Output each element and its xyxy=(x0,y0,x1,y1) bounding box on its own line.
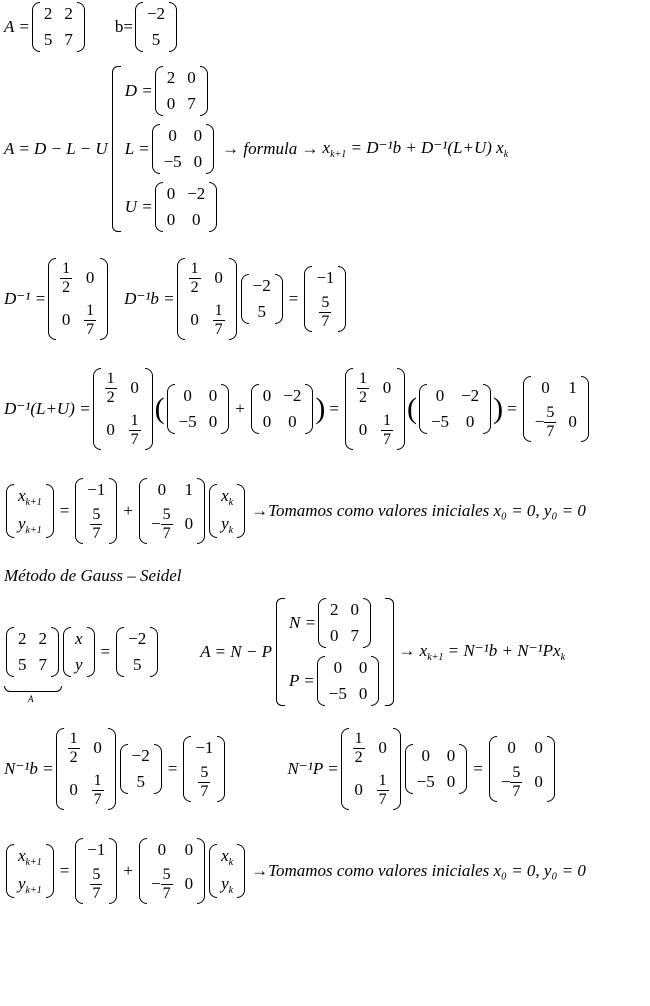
matrix-cell: 0 xyxy=(193,126,203,145)
matrix-cell: 1 xyxy=(568,378,577,398)
matrix-cell: 0 xyxy=(421,746,430,766)
matrix-iteration xyxy=(139,478,205,544)
matrix-D xyxy=(155,66,208,116)
matrix-cell: 0 xyxy=(446,772,456,792)
matrix-cell: 5 xyxy=(43,30,53,49)
jacobi-initial-values: →Tomamos como valores iniciales x₀ = 0, y₀ = 0 xyxy=(251,501,586,521)
gs-formula-rest: = N⁻¹b + N⁻¹Px xyxy=(447,641,561,660)
matrix-A xyxy=(32,2,85,52)
DinvLU-equals: D⁻¹(L+U) = xyxy=(4,399,91,419)
underbrace-label: A xyxy=(28,694,34,704)
line-DinvLU: D⁻¹(L+U) = $\frac{1}{2}$ 0 0 $\frac{1}{7}$ ( 0 0 −5 0 + 0 −2 0 0 ) = $\frac{1}{2}$ 0 0 $\frac{1}{7}$ ( 0 −2 −5 0 ) = 0 1 − $\frac{5}{7}$ 0 xyxy=(4,368,591,450)
jacobi-formula xyxy=(323,138,509,160)
matrix-cell: $\frac{1}{7}$ xyxy=(130,412,139,448)
matrix-cell: − $\frac{5}{7}$ xyxy=(534,404,555,440)
matrix-cell: 0 xyxy=(157,840,167,859)
left-brace xyxy=(112,66,121,232)
matrix-cell: −5 xyxy=(163,152,182,171)
matrix-cell: 0 xyxy=(333,658,343,677)
matrix-cell: 0 xyxy=(190,310,199,330)
matrix-cell: − $\frac{5}{7}$ xyxy=(151,506,171,542)
matrix-cell: − $\frac{5}{7}$ xyxy=(500,764,521,800)
N-equals: N = xyxy=(288,613,317,632)
matrix-cell: −2 xyxy=(461,386,480,406)
L-equals: L = xyxy=(124,139,150,158)
matrix-cell: −1 xyxy=(87,480,106,499)
line-gauss-iteration: $x_{k+1}$ $y_{k+1}$ = −1 $\frac{5}{7}$ + 0 0 − $\frac{5}{7}$ 0 $x_k$ $y_k$ →Tomamos como valores iniciales x₀ = 0, y₀ = 0 xyxy=(4,838,586,904)
matrix-cell: 0 xyxy=(378,738,387,758)
matrix-cell: 0 xyxy=(192,210,201,229)
matrix-cell: $\frac{1}{2}$ xyxy=(62,260,71,296)
vector-Ninvb xyxy=(183,736,225,802)
matrix-P xyxy=(317,656,380,706)
matrix-Ninv-2 xyxy=(341,728,401,810)
vector-b-gs xyxy=(116,627,158,677)
matrix-Dinv-3 xyxy=(93,368,153,450)
gauss-seidel-heading: Método de Gauss – Seidel xyxy=(4,566,182,585)
formula-rest: = D⁻¹b + D⁻¹(L+U) x xyxy=(350,138,504,157)
matrix-L xyxy=(152,124,215,174)
vector-c xyxy=(75,478,117,544)
matrix-cell: 5 xyxy=(151,30,161,49)
matrix-cell: 0 xyxy=(262,412,272,432)
gauss-split-text: A = N − P xyxy=(200,642,272,661)
matrix-cell: $\frac{5}{7}$ xyxy=(321,294,330,330)
Dinv-equals: D⁻¹ = xyxy=(4,289,47,309)
matrix-cell: 2 xyxy=(38,629,47,648)
matrix-cell: 0 xyxy=(214,268,223,288)
vector-c-gs xyxy=(75,838,117,904)
matrix-P-2 xyxy=(405,744,468,794)
vector-xy-next xyxy=(6,484,54,538)
line-jacobi-split xyxy=(4,66,508,232)
matrix-cell: $\frac{1}{2}$ xyxy=(106,370,115,406)
matrix-Dinv-4 xyxy=(345,368,405,450)
matrix-cell: 7 xyxy=(350,626,360,645)
matrix-cell: 0 xyxy=(358,658,368,677)
matrix-Dinv-2 xyxy=(177,258,237,340)
matrix-cell: $\frac{1}{2}$ xyxy=(190,260,199,296)
formula-x: x xyxy=(322,138,331,157)
matrix-cell: $y_k$ xyxy=(221,514,234,537)
matrix-cell: 0 xyxy=(166,184,176,203)
matrix-Ninv xyxy=(56,728,116,810)
line-Ninv: N⁻¹b = $\frac{1}{2}$ 0 0 $\frac{1}{7}$ −2 5 = −1 $\frac{5}{7}$ N⁻¹P = $\frac{1}{2}$ 0 0 $\frac{1}{7}$ 0 0 −5 0 = 0 0 − $\frac{5}{7}$ 0 xyxy=(4,728,557,810)
matrix-cell: $\frac{1}{2}$ xyxy=(358,370,367,406)
matrix-cell: 1 xyxy=(184,480,194,499)
formula-sub2: k xyxy=(503,149,509,160)
matrix-cell: − $\frac{5}{7}$ xyxy=(151,866,171,902)
matrix-cell: $x_{k+1}$ xyxy=(18,486,42,509)
A-equals: A = xyxy=(4,17,30,36)
gauss-initial-values: →Tomamos como valores iniciales x₀ = 0, y₀ = 0 xyxy=(251,861,586,881)
gauss-formula xyxy=(398,641,565,663)
matrix-cell: 0 xyxy=(168,126,177,145)
matrix-cell: $\frac{1}{7}$ xyxy=(93,772,102,808)
jacobi-system xyxy=(125,66,508,232)
matrix-cell: −2 xyxy=(146,4,165,23)
matrix-cell: 0 xyxy=(568,412,577,432)
matrix-cell: 2 xyxy=(166,68,176,87)
matrix-cell: $y_{k+1}$ xyxy=(18,874,42,897)
matrix-cell: −2 xyxy=(283,386,302,406)
matrix-cell: 5 xyxy=(18,655,27,674)
vector-xy-gs-2 xyxy=(209,844,245,898)
D-equals: D = xyxy=(124,81,153,100)
matrix-cell: 0 xyxy=(541,378,550,398)
b-equals: b= xyxy=(114,17,133,36)
matrix-cell: $\frac{1}{7}$ xyxy=(382,412,391,448)
matrix-L-2 xyxy=(167,384,230,434)
matrix-cell: 0 xyxy=(61,310,71,330)
line-matrix-definitions xyxy=(4,2,179,52)
vector-b-gs-2 xyxy=(120,744,162,794)
vector-b-2 xyxy=(241,274,283,324)
matrix-cell: $\frac{5}{7}$ xyxy=(92,506,101,542)
underbrace xyxy=(4,686,62,692)
matrix-A-gs xyxy=(6,627,59,677)
matrix-cell: x xyxy=(75,629,83,648)
matrix-cell: 0 xyxy=(534,772,543,792)
matrix-cell: 0 xyxy=(187,68,196,87)
matrix-cell: $\frac{5}{7}$ xyxy=(92,866,101,902)
matrix-cell: 2 xyxy=(18,629,27,648)
matrix-cell: 7 xyxy=(38,655,47,674)
vector-xy xyxy=(209,484,245,538)
matrix-cell: 0 xyxy=(288,412,297,432)
matrix-cell: −2 xyxy=(131,746,150,766)
matrix-cell: 0 xyxy=(330,626,339,645)
matrix-cell: 0 xyxy=(183,386,192,406)
formula-sub: k+1 xyxy=(330,149,347,160)
matrix-cell: 0 xyxy=(69,780,78,800)
matrix-cell: −5 xyxy=(178,412,197,432)
matrix-cell: 0 xyxy=(193,152,203,171)
line-D-inverse: D⁻¹ = $\frac{1}{2}$ 0 0 $\frac{1}{7}$ D⁻¹b = $\frac{1}{2}$ 0 0 $\frac{1}{7}$ −2 5 = −1 $\frac{5}{7}$ xyxy=(4,258,348,340)
gs-formula-x: → x xyxy=(398,641,428,660)
matrix-cell: 2 xyxy=(43,4,53,23)
matrix-NinvP xyxy=(489,736,555,802)
matrix-U-2 xyxy=(251,384,314,434)
matrix-cell: $x_k$ xyxy=(221,846,234,869)
matrix-cell: 7 xyxy=(64,30,73,49)
matrix-cell: $\frac{1}{7}$ xyxy=(86,302,95,338)
matrix-cell: −1 xyxy=(87,840,106,859)
matrix-cell: $\frac{5}{7}$ xyxy=(200,764,209,800)
matrix-cell: $\frac{1}{2}$ xyxy=(354,730,363,766)
matrix-cell: 0 xyxy=(358,420,368,440)
vector-b xyxy=(135,2,177,52)
matrix-LU xyxy=(419,384,491,434)
matrix-cell: $\frac{1}{7}$ xyxy=(378,772,387,808)
matrix-cell: −5 xyxy=(416,772,435,792)
matrix-cell: −2 xyxy=(252,276,271,296)
matrix-cell: 0 xyxy=(166,210,176,229)
jacobi-split-text: A = D − L − U xyxy=(4,139,108,158)
matrix-cell: $\frac{1}{7}$ xyxy=(214,302,223,338)
matrix-cell: 0 xyxy=(93,738,102,758)
matrix-cell: 0 xyxy=(350,600,360,619)
line-gauss-system: 2 2 5 7 x y = −2 5 A = N − P N = 2 0 0 7 P = 0 0 −5 0 → $x_{k+1} = N^{-1}b + N^{-1}Px_k$ xyxy=(4,598,565,706)
matrix-cell: 0 xyxy=(446,746,456,766)
matrix-cell: 0 xyxy=(534,738,543,758)
matrix-cell: 0 xyxy=(157,480,167,499)
matrix-cell: 5 xyxy=(257,302,266,322)
matrix-cell: −1 xyxy=(316,268,335,288)
matrix-cell: 0 xyxy=(382,378,392,398)
matrix-cell: 0 xyxy=(208,386,218,406)
matrix-cell: −2 xyxy=(187,184,206,203)
matrix-Dinv xyxy=(48,258,108,340)
matrix-U xyxy=(155,182,218,232)
NinvP-equals: N⁻¹P = xyxy=(287,759,339,779)
line-jacobi-iteration: $x_{k+1}$ $y_{k+1}$ = −1 $\frac{5}{7}$ + 0 1 − $\frac{5}{7}$ 0 $x_k$ $y_k$ →Tomamos como valores iniciales x₀ = 0, y₀ = 0 xyxy=(4,478,586,544)
matrix-cell: 2 xyxy=(64,4,73,23)
matrix-cell: −5 xyxy=(430,412,450,432)
matrix-cell: 0 xyxy=(507,738,516,758)
matrix-cell: $x_k$ xyxy=(221,486,234,509)
left-brace-gs xyxy=(276,598,285,706)
matrix-cell: $x_{k+1}$ xyxy=(18,846,42,869)
matrix-cell: 0 xyxy=(166,94,176,113)
matrix-cell: 0 xyxy=(465,412,475,432)
matrix-cell: −1 xyxy=(195,738,214,758)
matrix-cell: $y_k$ xyxy=(221,874,234,897)
matrix-cell: 0 xyxy=(184,840,194,859)
vector-xy-next-gs xyxy=(6,844,54,898)
U-equals: U = xyxy=(124,197,153,216)
matrix-iteration-gs xyxy=(139,838,205,904)
matrix-cell: 2 xyxy=(330,600,339,619)
matrix-cell: 0 xyxy=(184,514,194,534)
matrix-cell: 0 xyxy=(435,386,445,406)
matrix-cell: 7 xyxy=(187,94,196,113)
matrix-cell: 0 xyxy=(208,412,218,432)
matrix-cell: 0 xyxy=(85,268,95,288)
P-equals: P = xyxy=(288,671,315,690)
matrix-cell: 5 xyxy=(136,772,145,792)
right-brace-gs xyxy=(385,598,394,706)
Ninvb-equals: N⁻¹b = xyxy=(4,759,54,779)
matrix-cell: 0 xyxy=(354,780,363,800)
matrix-cell: −2 xyxy=(128,629,147,648)
matrix-cell: 0 xyxy=(130,378,139,398)
matrix-cell: 0 xyxy=(184,874,194,894)
vector-Dinvb xyxy=(304,266,346,332)
gauss-system xyxy=(289,598,381,706)
arrow-formula: → formula → xyxy=(222,139,319,158)
matrix-cell: 0 xyxy=(262,386,272,406)
matrix-cell: −5 xyxy=(328,684,347,703)
matrix-cell: $y_{k+1}$ xyxy=(18,514,42,537)
matrix-cell: $\frac{1}{2}$ xyxy=(69,730,78,766)
Dinvb-equals: D⁻¹b = xyxy=(124,289,175,309)
matrix-N xyxy=(318,598,371,648)
matrix-cell: 0 xyxy=(358,684,368,703)
matrix-cell: y xyxy=(75,655,83,674)
matrix-cell: 5 xyxy=(132,655,142,674)
matrix-cell: 0 xyxy=(106,420,115,440)
gs-formula-sub2: k xyxy=(560,652,566,663)
matrix-DinvLU xyxy=(523,376,589,442)
gs-formula-sub: k+1 xyxy=(427,652,444,663)
vector-xy-gs xyxy=(63,627,95,677)
